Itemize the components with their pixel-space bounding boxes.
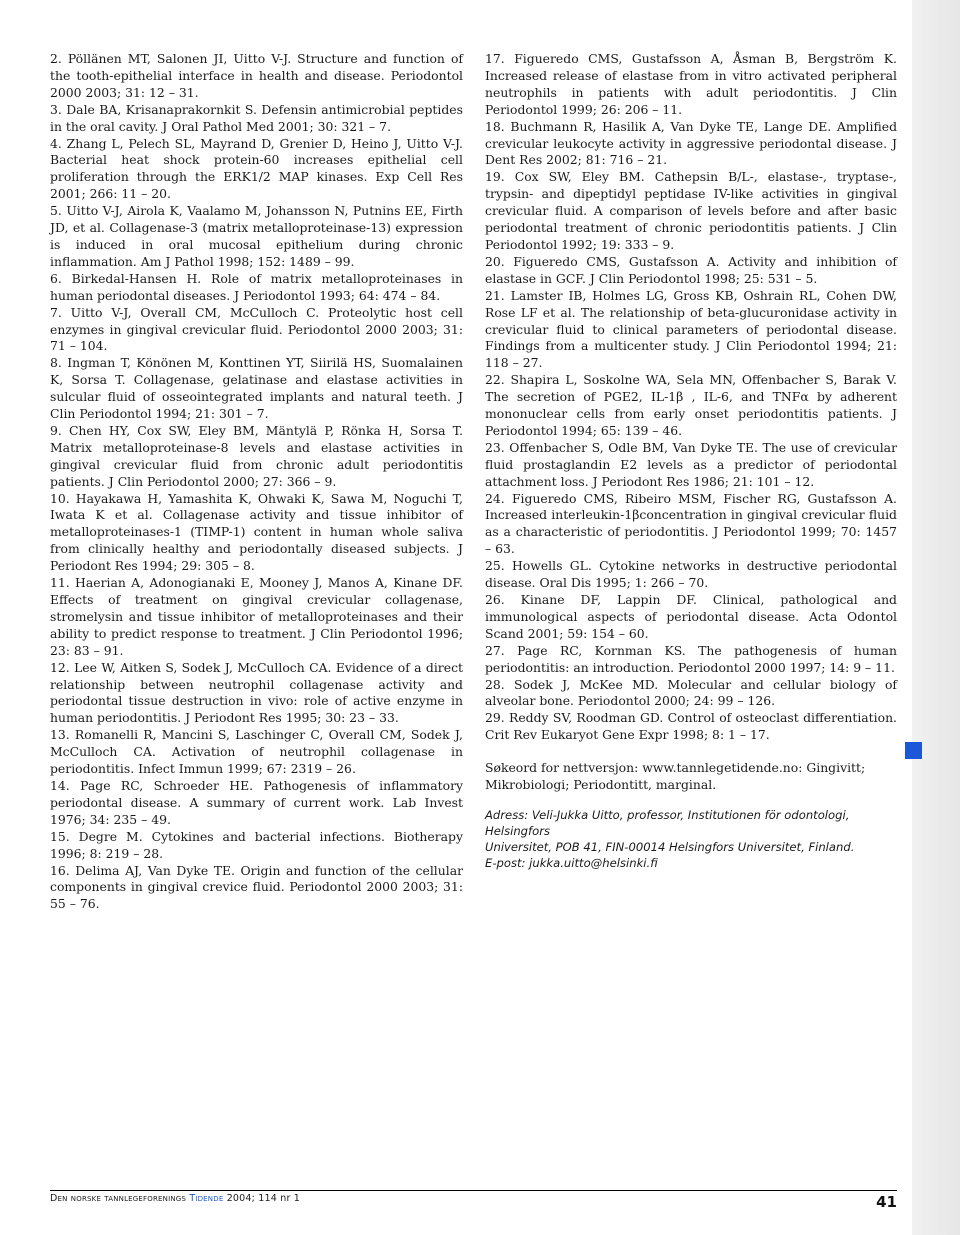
page-number: 41 bbox=[876, 1193, 897, 1211]
reference-item: 25. Howells GL. Cytokine networks in destructive periodontal disease. Oral Dis 1995; 1: 266 – 70. bbox=[485, 558, 897, 591]
reference-item: 15. Degre M. Cytokines and bacterial infections. Biotherapy 1996; 8: 219 – 28. bbox=[50, 828, 463, 861]
reference-item: 28. Sodek J, McKee MD. Molecular and cellular biology of alveolar bone. Periodontol 2000; 24: 99 – 126. bbox=[485, 676, 897, 709]
reference-item: 5. Uitto V-J, Airola K, Vaalamo M, Johansson N, Putnins EE, Firth JD, et al. Collagenase-3 (matrix metalloproteinase-13) expression is induced in oral mucosal epithelium during chronic inflammation. Am J Pathol 1998; 152: 1489 – 99. bbox=[50, 203, 463, 269]
address-line: Adress: Veli-Jukka Uitto, professor, Institutionen för odontologi, Helsingfors bbox=[485, 807, 850, 838]
reference-item: 18. Buchmann R, Hasilik A, Van Dyke TE, Lange DE. Amplified crevicular leukocyte activity in aggressive periodontal disease. J Dent Res 2002; 81: 716 – 21. bbox=[485, 118, 897, 168]
author-email: E-post: jukka.uitto@helsinki.fi bbox=[485, 855, 658, 870]
reference-item: 10. Hayakawa H, Yamashita K, Ohwaki K, Sawa M, Noguchi T, Iwata K et al. Collagenase activity and tissue inhibitor of metalloproteinases-1 (TIMP-1) content in human whole saliva from clinically healthy and periodontally diseased subjects. J Periodont Res 1994; 29: 305 – 8. bbox=[50, 490, 463, 574]
end-of-article-square-icon bbox=[905, 742, 922, 759]
reference-item: 12. Lee W, Aitken S, Sodek J, McCulloch CA. Evidence of a direct relationship between neutrophil collagenase activity and periodontal tissue destruction in vivo: role of active enzyme in human periodontitis. J Periodont Res 1995; 30: 23 – 33. bbox=[50, 659, 463, 726]
references-column-right bbox=[485, 51, 897, 871]
reference-item: 20. Figueredo CMS, Gustafsson A. Activity and inhibition of elastase in GCF. J Clin Periodontol 1998; 25: 531 – 5. bbox=[485, 253, 897, 286]
reference-item: 7. Uitto V-J, Overall CM, McCulloch C. Proteolytic host cell enzymes in gingival crevicular fluid. Periodontol 2000 2003; 31: 71 – 104. bbox=[50, 304, 463, 354]
reference-item: 9. Chen HY, Cox SW, Eley BM, Mäntylä P, Rönka H, Sorsa T. Matrix metalloproteinase-8 levels and elastase activities in gingival crevicular fluid from chronic adult periodontitis patients. J Clin Periodontol 2000; 27: 366 – 9. bbox=[50, 422, 463, 489]
reference-item: 14. Page RC, Schroeder HE. Pathogenesis of inflammatory periodontal disease. A summary of current work. Lab Invest 1976; 34: 235 – 49. bbox=[50, 777, 463, 827]
reference-item: 22. Shapira L, Soskolne WA, Sela MN, Offenbacher S, Barak V. The secretion of PGE2, IL-1β , IL-6, and TNFα by adherent mononuclear cells from early onset periodontitis patients. J Periodontol 1994; 65: 139 – 46. bbox=[485, 372, 897, 438]
reference-item: 4. Zhang L, Pelech SL, Mayrand D, Grenier D, Heino J, Uitto V-J. Bacterial heat shock protein-60 increases epithelial cell proliferation through the ERK1/2 MAP kinases. Exp Cell Res 2001; 266: 11 – 20. bbox=[50, 135, 463, 202]
reference-item: 13. Romanelli R, Mancini S, Laschinger C, Overall CM, Sodek J, McCulloch CA. Activation of neutrophil collagenase in periodontitis. Infect Immun 1999; 67: 2319 – 26. bbox=[50, 727, 463, 777]
address-line: Universitet, POB 41, FIN-00014 Helsingfors Universitet, Finland. bbox=[485, 839, 855, 854]
reference-item: 6. Birkedal-Hansen H. Role of matrix metalloproteinases in human periodontal diseases. J Periodontol 1993; 64: 474 – 84. bbox=[50, 270, 463, 303]
footer-divider bbox=[50, 1190, 897, 1191]
reference-item: 3. Dale BA, Krisanaprakornkit S. Defensin antimicrobial peptides in the oral cavity. J Oral Pathol Med 2001; 30: 321 – 7. bbox=[50, 101, 463, 134]
reference-item: 19. Cox SW, Eley BM. Cathepsin B/L-, elastase-, tryptase-, trypsin- and dipeptidyl peptidase IV-like activities in gingival crevicular fluid. A comparison of levels before and after basic periodontal treatment of chronic periodontitis patients. J Clin Periodontol 1992; 19: 333 – 9. bbox=[485, 169, 897, 252]
page-edge-shadow bbox=[912, 0, 960, 1235]
keywords-note: Søkeord for nettversjon: www.tannlegetidende.no: Gingivitt; Mikrobiologi; Periodontitt, marginal. bbox=[485, 760, 866, 793]
reference-item: 17. Figueredo CMS, Gustafsson A, Åsman B, Bergström K. Increased release of elastase from in vitro activated peripheral neutrophils in patients with adult periodontitis. J Clin Periodontol 1999; 26: 206 – 11. bbox=[485, 51, 897, 117]
reference-item: 24. Figueredo CMS, Ribeiro MSM, Fischer RG, Gustafsson A. Increased interleukin-1βconcentration in gingival crevicular fluid as a characteristic of periodontitis. J Periodontol 1999; 70: 1457 – 63. bbox=[485, 490, 897, 557]
journal-issue: 2004; 114 nr 1 bbox=[226, 1193, 301, 1204]
reference-item: 11. Haerian A, Adonogianaki E, Mooney J, Manos A, Kinane DF. Effects of treatment on gingival crevicular collagenase, stromelysin and tissue inhibitor of metalloproteinases and their ability to predict response to treatment. J Clin Periodontol 1996; 23: 83 – 91. bbox=[50, 575, 463, 658]
author-address bbox=[485, 807, 897, 871]
journal-name: Tidende bbox=[189, 1193, 224, 1204]
journal-prefix: Den norske tannlegeforenings bbox=[50, 1193, 187, 1204]
reference-item: 8. Ingman T, Könönen M, Konttinen YT, Siirilä HS, Suomalainen K, Sorsa T. Collagenase, gelatinase and elastase activities in sulcular fluid of osseointegrated implants and natural teeth. J Clin Periodontol 1994; 21: 301 – 7. bbox=[50, 355, 463, 422]
reference-item: 23. Offenbacher S, Odle BM, Van Dyke TE. The use of crevicular fluid prostaglandin E2 levels as a predictor of periodontal attachment loss. J Periodont Res 1986; 21: 101 – 12. bbox=[485, 439, 897, 489]
reference-item: 27. Page RC, Kornman KS. The pathogenesis of human periodontitis: an introduction. Periodontol 2000 1997; 14: 9 – 11. bbox=[485, 642, 897, 675]
reference-item: 16. Delima AJ, Van Dyke TE. Origin and function of the cellular components in gingival crevice fluid. Periodontol 2000 2003; 31: 55 – 76. bbox=[50, 862, 463, 912]
reference-item: 29. Reddy SV, Roodman GD. Control of osteoclast differentiation. Crit Rev Eukaryot Gene Expr 1998; 8: 1 – 17. bbox=[485, 710, 897, 743]
reference-item: 26. Kinane DF, Lappin DF. Clinical, pathological and immunological aspects of periodontal disease. Acta Odontol Scand 2001; 59: 154 – 60. bbox=[485, 592, 897, 641]
references-column-left bbox=[50, 51, 463, 913]
reference-item: 21. Lamster IB, Holmes LG, Gross KB, Oshrain RL, Cohen DW, Rose LF et al. The relationship of beta-glucuronidase activity in crevicular fluid to clinical parameters of periodontal disease. Findings from a multicenter study. J Clin Periodontol 1994; 21: 118 – 27. bbox=[485, 287, 897, 371]
reference-item: 2. Pöllänen MT, Salonen JI, Uitto V-J. Structure and function of the tooth-epithelial interface in health and disease. Periodontol 2000 2003; 31: 12 – 31. bbox=[50, 51, 463, 100]
footer-journal-info bbox=[50, 1193, 300, 1204]
